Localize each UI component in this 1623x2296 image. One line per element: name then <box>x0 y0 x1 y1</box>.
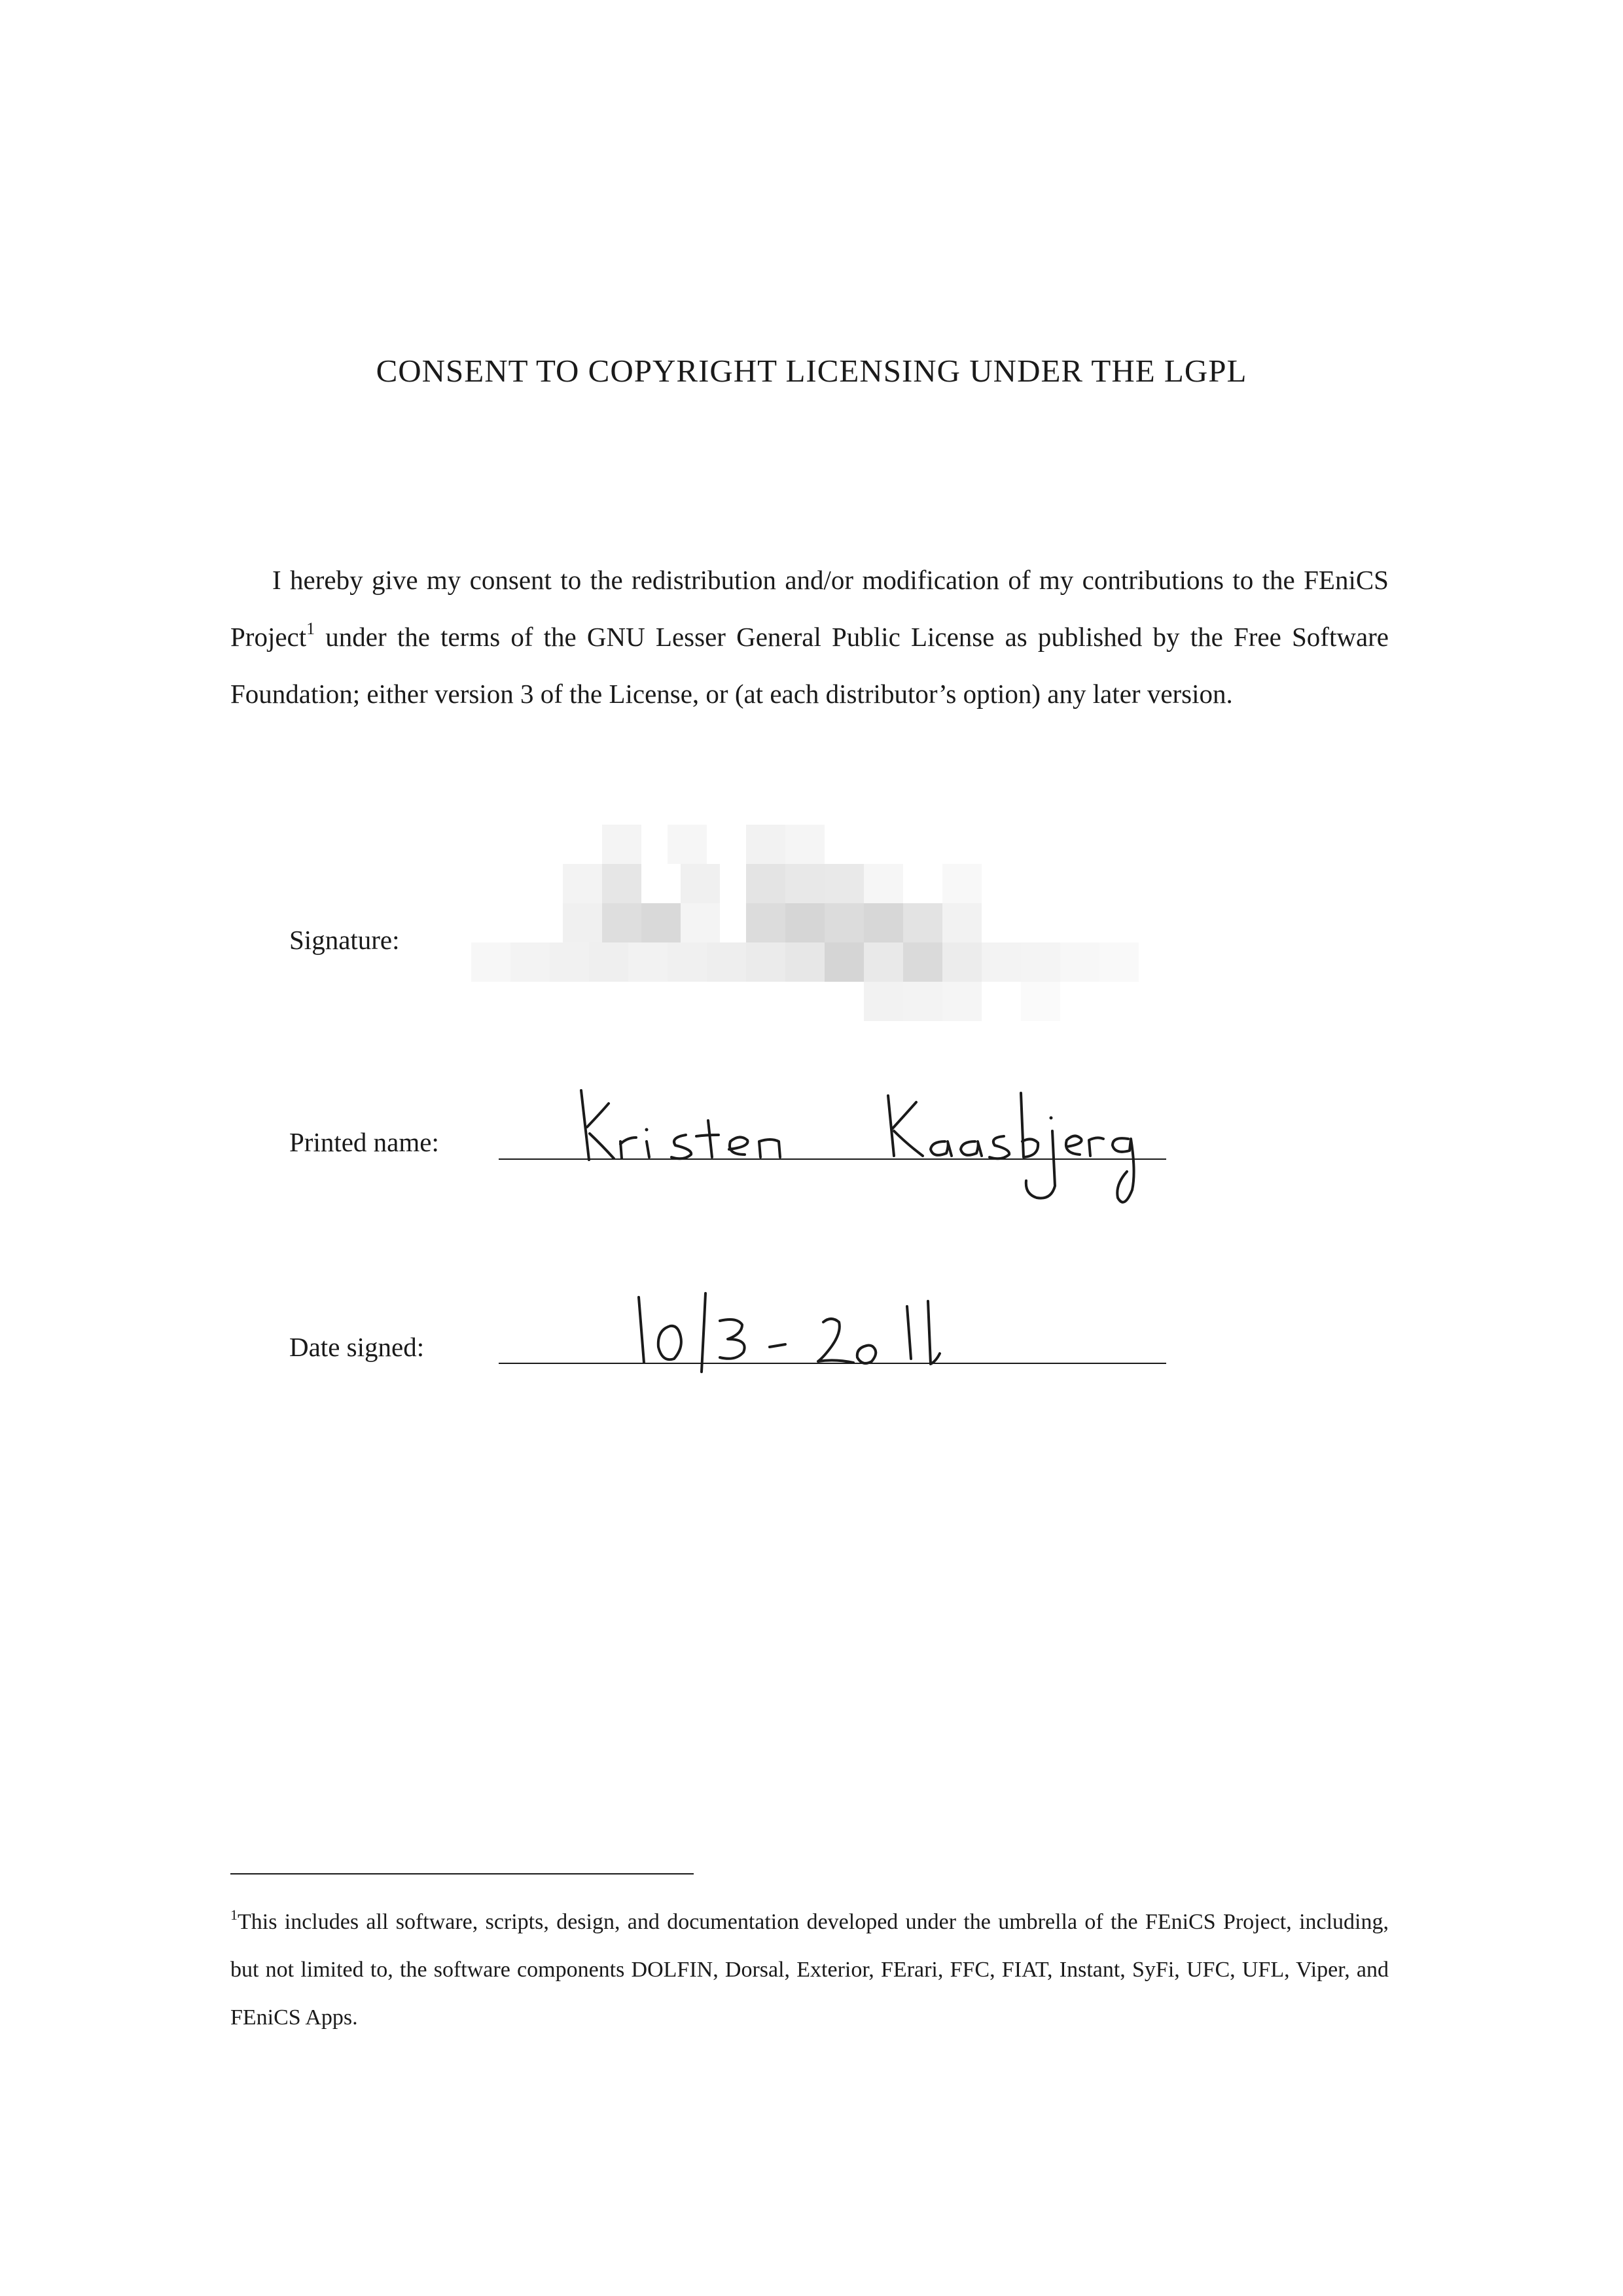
printed-name-label: Printed name: <box>289 1127 439 1157</box>
footnote-text: This includes all software, scripts, design, and documentation developed under the umbrella of the FEniCS Project, including, but not limited to, the software components DOLFIN, Dorsal, Exterior, FErari, FFC, FIAT, Instant, SyFi, UFC, UFL, Viper, and FEniCS Apps. <box>230 1910 1389 2030</box>
footnote-reference: 1 <box>306 619 315 638</box>
consent-statement <box>230 552 1389 723</box>
date-signed-label: Date signed: <box>289 1332 425 1362</box>
signature-redacted <box>471 825 1191 1028</box>
footnote <box>230 1898 1389 2041</box>
signature-label: Signature: <box>289 925 400 955</box>
footnote-divider <box>230 1873 694 1874</box>
footnote-mark: 1 <box>230 1907 238 1923</box>
document-title: CONSENT TO COPYRIGHT LICENSING UNDER THE LGPL <box>376 352 1247 389</box>
date-handwriting <box>615 1283 982 1388</box>
consent-text-start: I hereby give my consent to the redistribution and/or modification of my contributions to the FEniCS Project <box>230 565 1389 652</box>
printed-name-handwriting <box>497 1073 1171 1217</box>
consent-text-end: under the terms of the GNU Lesser General Public License as published by the Free Software Foundation; either version 3 of the License, or (at each distributor’s option) any later version. <box>230 622 1389 709</box>
pixelated-signature-image <box>471 825 1191 1028</box>
